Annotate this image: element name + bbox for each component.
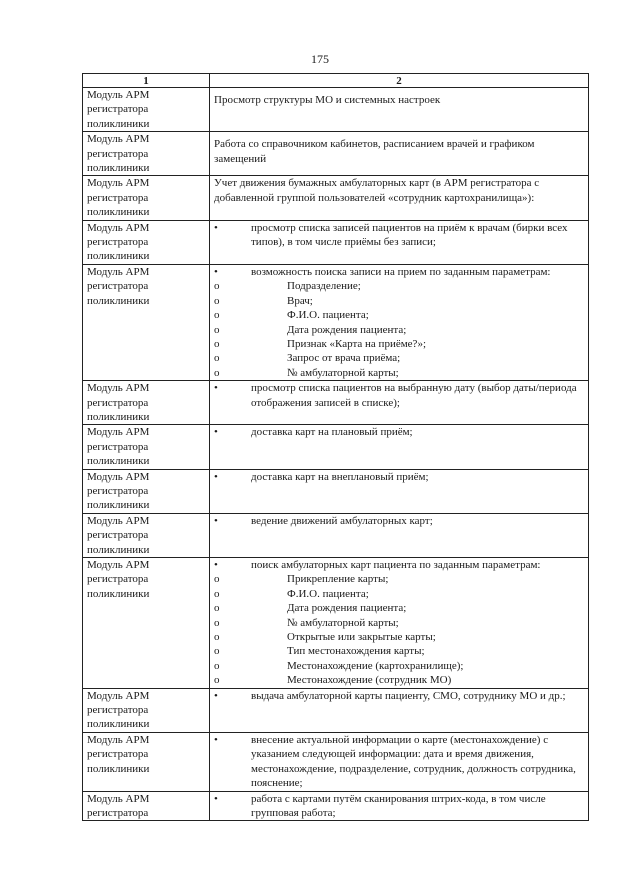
- module-name: [87, 425, 206, 468]
- table-row: [83, 425, 589, 469]
- requirements-table: [82, 73, 589, 821]
- table-row: [83, 220, 589, 264]
- circle-bullet-icon: o: [214, 280, 220, 293]
- module-name-line: регистратора: [87, 280, 149, 293]
- function-cell: [210, 176, 589, 220]
- module-cell: [83, 558, 210, 689]
- circle-bullet-icon: o: [214, 323, 220, 336]
- function-cell: [210, 88, 589, 132]
- table-body: [83, 88, 589, 821]
- module-name-line: регистратора: [87, 573, 149, 586]
- module-name-line: поликлиники: [87, 294, 150, 307]
- circle-bullet-icon: o: [214, 573, 220, 586]
- module-name: [87, 221, 206, 264]
- sub-item: [214, 630, 585, 644]
- sub-item: [214, 366, 585, 380]
- page-number: 175: [311, 52, 329, 66]
- sub-item-text: Подразделение;: [287, 280, 361, 293]
- bullet-text: просмотр списка пациентов на выбранную дату (выбор даты/периода отображения записей в списке);: [251, 382, 577, 409]
- module-name: [87, 558, 206, 601]
- table-row: [83, 264, 589, 380]
- table-row: [83, 176, 589, 220]
- function-cell: [210, 688, 589, 732]
- module-cell: [83, 469, 210, 513]
- sub-item: [214, 587, 585, 601]
- module-cell: [83, 176, 210, 220]
- sub-item: [214, 673, 585, 687]
- bullet-item: [214, 470, 585, 484]
- bullet-text: поиск амбулаторных карт пациента по заданным параметрам:: [251, 559, 541, 571]
- sub-item-text: Местонахождение (картохранилище);: [287, 659, 464, 672]
- circle-bullet-icon: o: [214, 602, 220, 615]
- bullet-item: [214, 425, 585, 439]
- function-text: Учет движения бумажных амбулаторных карт (в АРМ регистратора с добавленной группой пользователей «сотрудник картохранилища»):: [214, 177, 540, 204]
- table-row: [83, 132, 589, 176]
- module-name-line: Модуль АРМ: [87, 89, 150, 101]
- module-name-line: поликлиники: [87, 162, 150, 175]
- sub-item: [214, 644, 585, 658]
- bullet-item: [214, 689, 585, 703]
- bullet-text: доставка карт на внеплановый приём;: [251, 470, 429, 483]
- module-name-line: Модуль АРМ: [87, 792, 150, 805]
- module-name-line: поликлиники: [87, 117, 150, 130]
- function-cell: [210, 513, 589, 557]
- sub-item-text: Ф.И.О. пациента;: [287, 587, 369, 600]
- column-header-1: 1: [83, 74, 210, 88]
- module-name: [87, 265, 206, 308]
- function-cell: [210, 732, 589, 791]
- bullet-icon: •: [214, 792, 218, 805]
- bullet-item: [214, 514, 585, 528]
- module-cell: [83, 425, 210, 469]
- circle-bullet-icon: o: [214, 659, 220, 672]
- module-name-line: Модуль АРМ: [87, 265, 150, 278]
- function-cell: [210, 220, 589, 264]
- sub-item: [214, 279, 585, 293]
- circle-bullet-icon: o: [214, 645, 220, 658]
- module-name-line: Модуль АРМ: [87, 221, 150, 234]
- table-row: [83, 381, 589, 425]
- module-name: [87, 470, 206, 513]
- function-cell: [210, 791, 589, 821]
- module-name-line: поликлиники: [87, 206, 150, 219]
- bullet-item: [214, 792, 585, 821]
- circle-bullet-icon: o: [214, 309, 220, 322]
- function-text: Работа со справочником кабинетов, расписанием врачей и графиком замещений: [214, 138, 535, 165]
- module-name: [87, 514, 206, 557]
- module-name-line: регистратора: [87, 704, 149, 717]
- module-cell: [83, 513, 210, 557]
- module-cell: [83, 132, 210, 176]
- bullet-icon: •: [214, 689, 218, 702]
- table-row: [83, 88, 589, 132]
- bullet-item: [214, 381, 585, 410]
- sub-item: [214, 294, 585, 308]
- module-name-line: регистратора: [87, 103, 149, 116]
- bullet-item: [214, 733, 585, 791]
- sub-item: [214, 601, 585, 615]
- bullet-icon: •: [214, 514, 218, 527]
- module-cell: [83, 791, 210, 821]
- module-name-line: регистратора: [87, 748, 149, 761]
- module-name-line: поликлиники: [87, 543, 150, 556]
- module-cell: [83, 88, 210, 132]
- sub-item: [214, 351, 585, 365]
- circle-bullet-icon: o: [214, 674, 220, 687]
- sub-item-text: Открытые или закрытые карты;: [287, 631, 436, 644]
- table-row: [83, 469, 589, 513]
- sub-item-text: Врач;: [287, 294, 313, 307]
- sub-item: [214, 308, 585, 322]
- sub-item: [214, 323, 585, 337]
- module-name-line: Модуль АРМ: [87, 514, 150, 527]
- circle-bullet-icon: o: [214, 587, 220, 600]
- function-cell: [210, 132, 589, 176]
- circle-bullet-icon: o: [214, 616, 220, 629]
- function-text: Просмотр структуры МО и системных настроек: [214, 94, 441, 106]
- circle-bullet-icon: o: [214, 294, 220, 307]
- table-row: [83, 732, 589, 791]
- module-name-line: регистратора: [87, 236, 149, 249]
- bullet-text: доставка карт на плановый приём;: [251, 426, 413, 439]
- module-name-line: поликлиники: [87, 762, 150, 775]
- bullet-text: выдача амбулаторной карты пациенту, СМО, сотруднику МО и др.;: [251, 689, 566, 702]
- module-name-line: регистратора: [87, 396, 149, 409]
- bullet-icon: •: [214, 221, 218, 234]
- module-name-line: поликлиники: [87, 718, 150, 731]
- function-cell: [210, 264, 589, 380]
- module-name-line: регистратора: [87, 806, 149, 819]
- module-name-line: Модуль АРМ: [87, 133, 150, 146]
- module-cell: [83, 220, 210, 264]
- sub-item-text: Дата рождения пациента;: [287, 602, 407, 615]
- bullet-icon: •: [214, 733, 218, 746]
- module-name: [87, 733, 206, 776]
- sub-item: [214, 337, 585, 351]
- module-name-line: поликлиники: [87, 587, 150, 600]
- sub-item-text: Прикрепление карты;: [287, 573, 389, 586]
- circle-bullet-icon: o: [214, 352, 220, 365]
- module-name-line: Модуль АРМ: [87, 733, 150, 746]
- circle-bullet-icon: o: [214, 337, 220, 350]
- bullet-icon: •: [214, 559, 218, 571]
- table-row: [83, 558, 589, 689]
- module-name-line: регистратора: [87, 529, 149, 542]
- circle-bullet-icon: o: [214, 631, 220, 644]
- module-name-line: Модуль АРМ: [87, 559, 150, 571]
- table-row: [83, 513, 589, 557]
- bullet-text: работа с картами путём сканирования штрих-кода, в том числе групповая работа;: [251, 792, 546, 819]
- module-name: [87, 88, 206, 131]
- sub-item-text: № амбулаторной карты;: [287, 616, 399, 629]
- table-row: [83, 688, 589, 732]
- circle-bullet-icon: o: [214, 366, 220, 379]
- sub-item: [214, 616, 585, 630]
- bullet-item: [214, 558, 585, 572]
- function-cell: [210, 469, 589, 513]
- sub-item: [214, 659, 585, 673]
- sub-item: [214, 572, 585, 586]
- bullet-item: [214, 265, 585, 279]
- function-cell: [210, 558, 589, 689]
- module-name-line: Модуль АРМ: [87, 177, 150, 190]
- function-cell: [210, 381, 589, 425]
- module-name: [87, 689, 206, 732]
- bullet-text: ведение движений амбулаторных карт;: [251, 514, 433, 527]
- module-cell: [83, 688, 210, 732]
- module-cell: [83, 381, 210, 425]
- table-header-row: [83, 74, 589, 88]
- bullet-icon: •: [214, 265, 218, 278]
- sub-item-text: Запрос от врача приёма;: [287, 352, 401, 365]
- sub-item-text: Дата рождения пациента;: [287, 323, 407, 336]
- module-name-line: регистратора: [87, 191, 149, 204]
- module-name-line: поликлиники: [87, 499, 150, 512]
- function-cell: [210, 425, 589, 469]
- module-name-line: регистратора: [87, 440, 149, 453]
- module-name-line: поликлиники: [87, 455, 150, 468]
- sub-item-text: Ф.И.О. пациента;: [287, 309, 369, 322]
- column-header-2: 2: [210, 74, 589, 88]
- bullet-text: просмотр списка записей пациентов на приём к врачам (бирки всех типов), в том числе приёмы без записи;: [251, 221, 568, 249]
- module-name: [87, 132, 206, 175]
- module-name: [87, 792, 206, 821]
- module-cell: [83, 732, 210, 791]
- bullet-icon: •: [214, 470, 218, 483]
- bullet-item: [214, 221, 585, 250]
- sub-item-text: Признак «Карта на приёме?»;: [287, 337, 426, 350]
- module-name-line: регистратора: [87, 147, 149, 160]
- module-name: [87, 176, 206, 219]
- module-name-line: поликлиники: [87, 250, 150, 263]
- bullet-text: внесение актуальной информации о карте (местонахождение) с указанием следующей информации: дата и время движения, местонахождение, подразделение, сотрудник, должность сотрудника, пояснение;: [251, 733, 576, 790]
- sub-item-text: Местонахождение (сотрудник МО): [287, 674, 452, 687]
- bullet-icon: •: [214, 426, 218, 439]
- module-name-line: Модуль АРМ: [87, 470, 150, 483]
- module-name: [87, 381, 206, 424]
- module-name-line: поликлиники: [87, 410, 150, 423]
- sub-item-text: № амбулаторной карты;: [287, 366, 399, 379]
- module-name-line: Модуль АРМ: [87, 689, 150, 702]
- sub-item-text: Тип местонахождения карты;: [287, 645, 425, 658]
- module-name-line: Модуль АРМ: [87, 426, 150, 439]
- bullet-icon: •: [214, 382, 218, 395]
- module-name-line: регистратора: [87, 484, 149, 497]
- module-name-line: Модуль АРМ: [87, 382, 150, 395]
- table-row: [83, 791, 589, 821]
- module-cell: [83, 264, 210, 380]
- bullet-text: возможность поиска записи на прием по заданным параметрам:: [251, 265, 551, 278]
